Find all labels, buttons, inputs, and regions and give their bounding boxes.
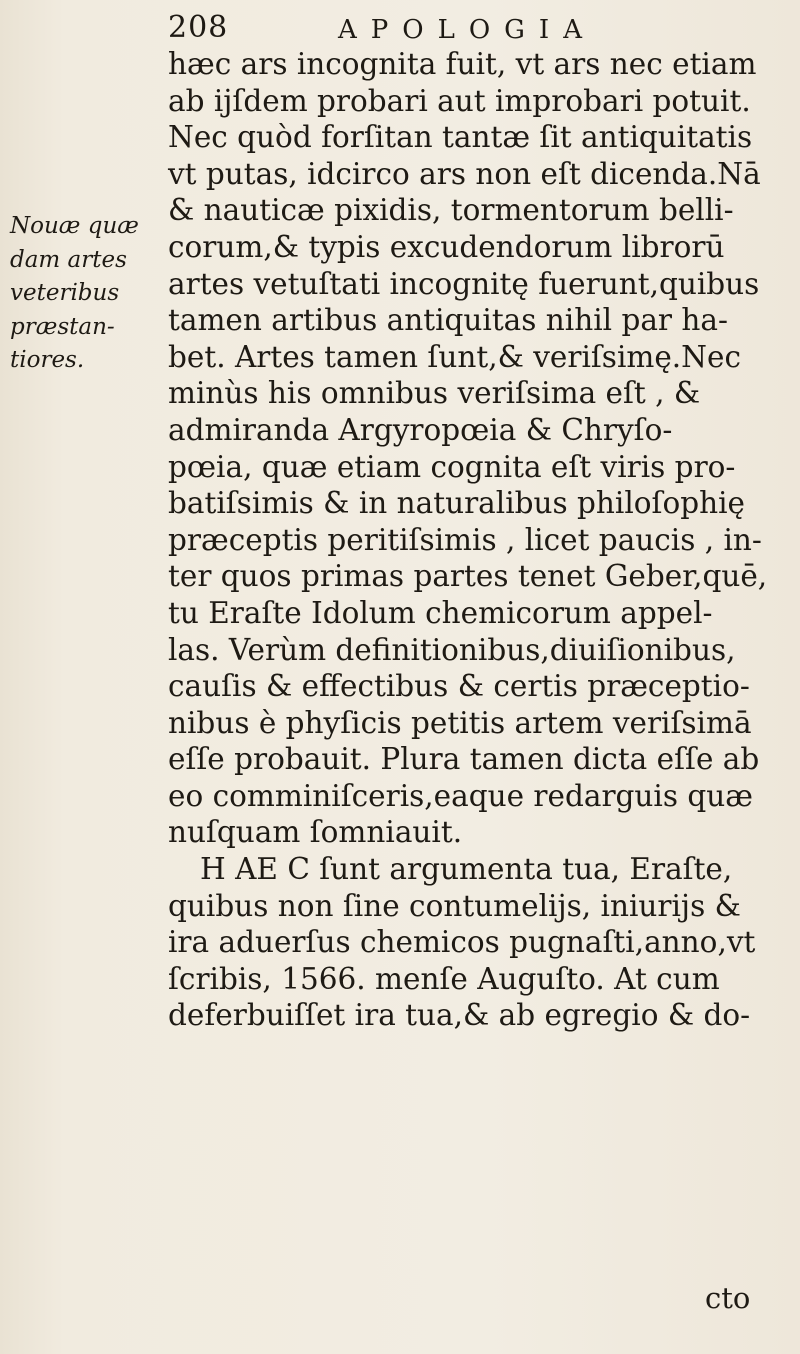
text-line: admiranda Argyropœia & Chryſo- bbox=[168, 412, 673, 447]
text-line: H AE C ſunt argumenta tua, Eraſte, bbox=[200, 852, 733, 887]
marginal-note bbox=[10, 210, 150, 378]
text-line: batiſsimis & in naturalibus philoſophię bbox=[168, 486, 745, 521]
text-line: corum,& typis excudendorum librorū bbox=[168, 229, 725, 264]
text-line: bet. Artes tamen ſunt,& veriſsimę.Nec bbox=[168, 339, 741, 374]
text-line: nibus è phyſicis petitis artem veriſsimā bbox=[168, 705, 752, 740]
text-line: ter quos primas partes tenet Geber,quē, bbox=[168, 559, 768, 594]
text-line: ira aduerſus chemicos pugnaſti,anno,vt bbox=[168, 925, 756, 960]
body-text bbox=[168, 46, 788, 1034]
text-line: ab ijſdem probari aut improbari potuit. bbox=[168, 83, 751, 118]
text-line: cauſis & effectibus & certis præceptio- bbox=[168, 669, 750, 704]
text-line: præceptis peritiſsimis , licet paucis , in- bbox=[168, 522, 762, 557]
text-line: ſcribis, 1566. menſe Auguſto. At cum bbox=[168, 961, 720, 996]
margin-note-line: veteribus bbox=[10, 280, 120, 306]
page-number: 208 bbox=[168, 10, 229, 45]
margin-note-line: Nouæ quæ bbox=[10, 213, 139, 239]
catchword: cto bbox=[705, 1281, 751, 1315]
margin-note-line: tiores. bbox=[10, 347, 85, 373]
text-line: quibus non ſine contumelijs, iniurijs & bbox=[168, 888, 741, 923]
margin-note-line: dam artes bbox=[10, 246, 127, 273]
text-line: eo comminiſceris,eaque redarguis quæ bbox=[168, 778, 753, 813]
text-line: vt putas, idcirco ars non eſt dicenda.Nā bbox=[168, 156, 761, 191]
text-line: minùs his omnibus veriſsima eſt , & bbox=[168, 376, 701, 411]
text-line: tamen artibus antiquitas nihil par ha- bbox=[168, 303, 728, 338]
text-line: pœia, quæ etiam cognita eſt viris pro- bbox=[168, 449, 736, 484]
text-line: Nec quòd forſitan tantæ ſit antiquitatis bbox=[168, 120, 753, 155]
margin-note-line: præstan- bbox=[10, 313, 115, 340]
text-line: & nauticæ pixidis, tormentorum belli- bbox=[168, 193, 734, 228]
text-line: hæc ars incognita fuit, vt ars nec etiam bbox=[168, 47, 757, 81]
text-line: artes vetuſtati incognitę fuerunt,quibus bbox=[168, 266, 760, 301]
running-title: APOLOGIA bbox=[338, 15, 596, 45]
text-line: nuſquam ſomniauit. bbox=[168, 815, 463, 850]
text-line: eſſe probauit. Plura tamen dicta eſſe ab bbox=[168, 742, 760, 777]
text-line: las. Verùm definitionibus,diuiſionibus, bbox=[168, 632, 736, 667]
text-line: tu Eraſte Idolum chemicorum appel- bbox=[168, 595, 713, 630]
text-line: deferbuiſſet ira tua,& ab egregio & do- bbox=[168, 998, 751, 1033]
